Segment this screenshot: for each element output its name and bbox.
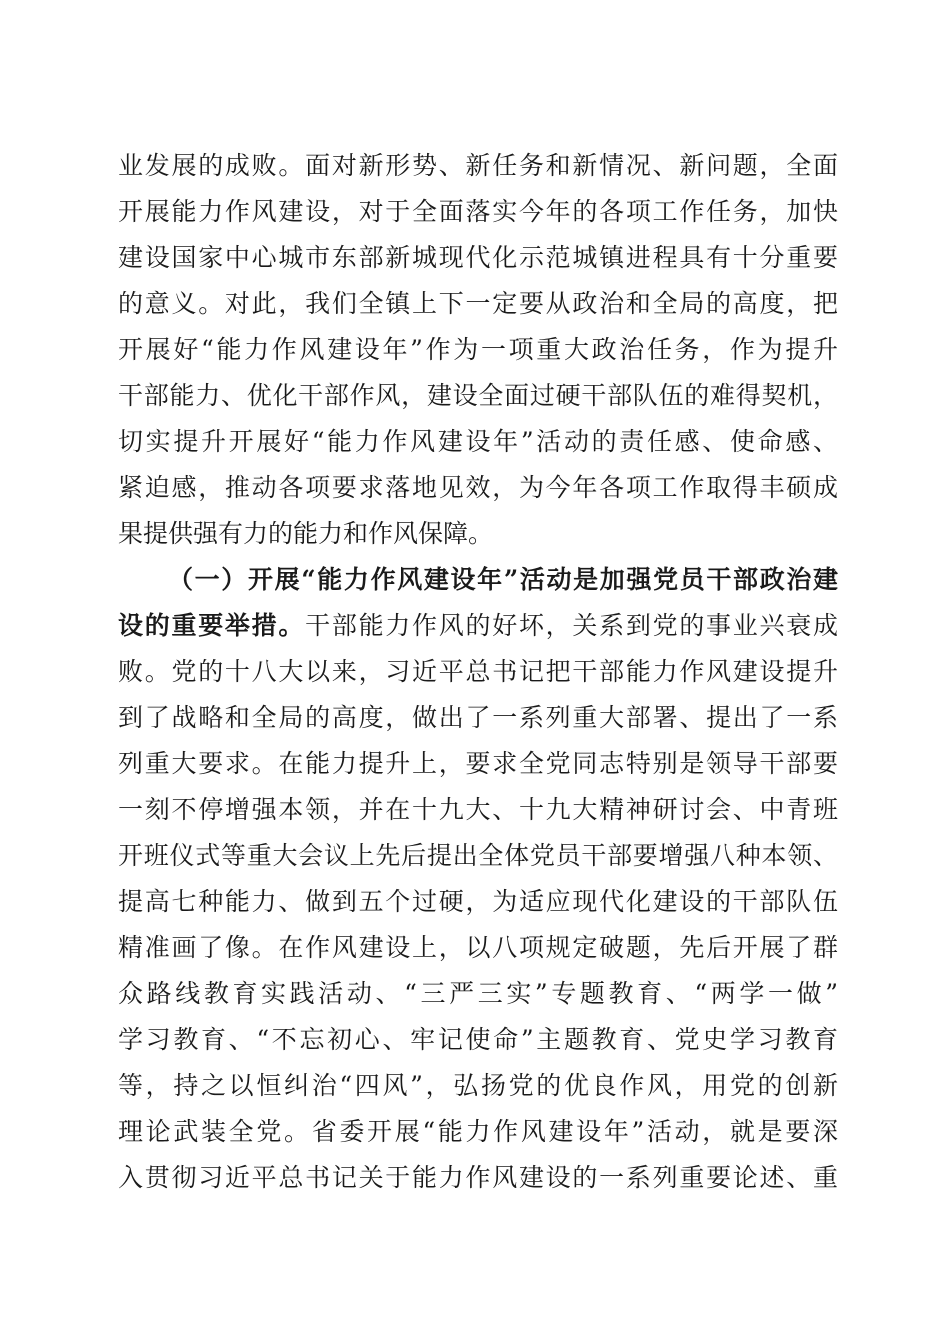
section-line-9: 精准画了像。在作风建设上，以八项规定破题，先后开展了群 xyxy=(118,933,838,962)
body-line-2: 开展能力作风建设，对于全面落实今年的各项工作任务，加快 xyxy=(118,197,838,226)
body-line-9: 果提供强有力的能力和作风保障。 xyxy=(118,519,494,548)
section-line-7: 开班仪式等重大会议上先后提出全体党员干部要增强八种本领、 xyxy=(118,841,838,870)
section-line-8: 提高七种能力、做到五个过硬，为适应现代化建设的干部队伍 xyxy=(118,887,838,916)
section-heading-continued: 设的重要举措。 xyxy=(118,611,306,640)
body-line-1: 业发展的成败。面对新形势、新任务和新情况、新问题，全面 xyxy=(118,151,838,180)
section-line-6: 一刻不停增强本领，并在十九大、十九大精神研讨会、中青班 xyxy=(118,795,838,824)
body-line-3: 建设国家中心城市东部新城现代化示范城镇进程具有十分重要 xyxy=(118,243,838,272)
body-line-4: 的意义。对此，我们全镇上下一定要从政治和全局的高度，把 xyxy=(118,289,838,318)
section-line-heading-continuation xyxy=(118,606,838,646)
body-line-8: 紧迫感，推动各项要求落地见效，为今年各项工作取得丰硕成 xyxy=(118,473,838,502)
section-line-2-text: 干部能力作风的好坏，关系到党的事业兴衰成 xyxy=(305,611,838,640)
section-line-4: 到了战略和全局的高度，做出了一系列重大部署、提出了一系 xyxy=(118,703,838,732)
section-line-5: 列重大要求。在能力提升上，要求全党同志特别是领导干部要 xyxy=(118,749,838,778)
section-line-12: 等，持之以恒纠治“四风”，弘扬党的优良作风，用党的创新 xyxy=(118,1071,838,1100)
section-line-10: 众路线教育实践活动、“三严三实”专题教育、“两学一做” xyxy=(118,979,838,1008)
body-line-6: 干部能力、优化干部作风，建设全面过硬干部队伍的难得契机， xyxy=(118,381,838,410)
section-line-14: 入贯彻习近平总书记关于能力作风建设的一系列重要论述、重 xyxy=(118,1163,838,1192)
section-heading: （一）开展“能力作风建设年”活动是加强党员干部政治建 xyxy=(168,565,838,594)
section-line-13: 理论武装全党。省委开展“能力作风建设年”活动，就是要深 xyxy=(118,1117,838,1146)
section-line-3: 败。党的十八大以来，习近平总书记把干部能力作风建设提升 xyxy=(118,657,838,686)
body-line-7: 切实提升开展好“能力作风建设年”活动的责任感、使命感、 xyxy=(118,427,838,456)
body-line-5: 开展好“能力作风建设年”作为一项重大政治任务，作为提升 xyxy=(118,335,838,364)
section-line-11: 学习教育、“不忘初心、牢记使命”主题教育、党史学习教育 xyxy=(118,1025,838,1054)
